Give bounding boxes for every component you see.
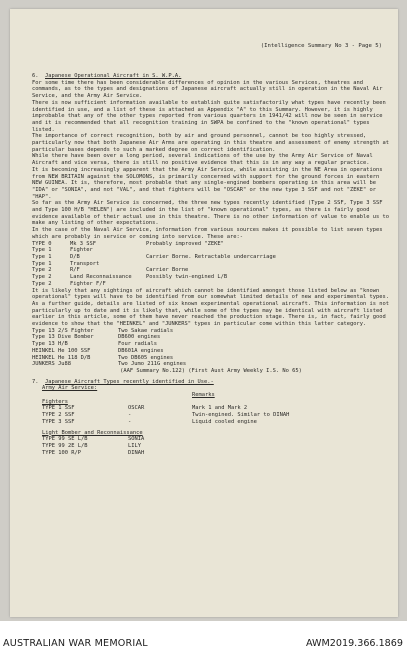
document-body — [32, 39, 393, 617]
list-item: Type 13 Dive Bomber DB600 engines — [32, 334, 161, 341]
section-number: 6. — [32, 73, 39, 79]
list-item: TYPE 3 SSF - Liquid cooled engine — [42, 418, 257, 425]
list-item: Type 13 H/B Four radials — [32, 341, 157, 348]
list-item: TYPE 1 SSF OSCAR Mark 1 and Mark 2 — [42, 405, 248, 412]
section-title: Japanese Operational Aircraft in S. W.P.A. — [45, 73, 182, 79]
list-item: HEINKEL He 100 SSF DB601A engines — [32, 347, 164, 354]
list-item: Type 1 Transport — [32, 260, 100, 267]
paragraph: In the case of the Naval Air Service, information from various sources makes it possible to list seven types which are probably in service or coming into service. These are:- — [32, 227, 386, 240]
list-item: TYPE 99 2E L/B LILY — [42, 442, 141, 449]
section-7-heading — [32, 379, 390, 386]
list-item: Type 2 R/F Carrier Borne — [32, 267, 189, 274]
footer-accession-number: AWM2019.366.1869 — [305, 638, 403, 649]
paragraph: For some time there has been considerable differences of opinion in the various Services, theatres and commands, as to the types and designations of Japanese aircraft actually still in operation in the Naval Air Service, and the Army Air Service. — [32, 79, 386, 100]
experimental-types-list — [32, 328, 390, 368]
list-item: JUNKERS Ju88 Two Jumo 211G engines — [32, 361, 187, 368]
list-item: TYPE 2 SSF - Twin-engined. Similar to DINAH — [42, 412, 290, 419]
naval-types-list — [32, 241, 390, 288]
paragraph: The importance of correct recognition, both by air and ground personnel, cannot be too highly stressed, particularly now that both Japanese Air Arms are operating in this theatre and assessment of enemy strength at particular bases depends to such a marked degree on correct identification. — [32, 133, 393, 153]
list-item: TYPE 99 SE L/B SONIA — [42, 436, 145, 443]
remarks-heading-row — [32, 392, 390, 399]
document-page — [10, 9, 398, 617]
fighters-heading: Fighters — [42, 398, 68, 405]
section-subtitle: Army Air Service: — [42, 385, 98, 392]
footer-institution: AUSTRALIAN WAR MEMORIAL — [3, 638, 148, 649]
archive-footer — [0, 621, 407, 653]
list-item: Type 1 Fighter — [32, 247, 93, 254]
section-6-heading — [32, 73, 390, 80]
section-title: Japanese Aircraft Types recently identified in Use.- — [45, 378, 214, 385]
bombers-heading: Light Bomber and Reconnaissance — [42, 429, 143, 436]
section-number: 7. — [32, 378, 39, 385]
paragraph: While there have been over a long period, several indications of the use by the Army Air Service of Naval Aircraft and vice versa, there is still no positive evidence that this is in any way a regular practice. — [32, 153, 377, 167]
list-item: Type 2 Land Reconnaissance Possibly twin-engined L/B — [32, 274, 228, 281]
list-item: Type 1 D/B Carrier Borne. Retractable undercarriage — [32, 253, 276, 260]
list-item: Type 2 Fighter F/F — [32, 280, 106, 287]
list-item: Type 13 2/S Fighter Two Sakae radials — [32, 327, 174, 334]
paragraph: So far as the Army Air Service is concerned, the three new types recently identified (Type 2 SSF, Type 3 SSF and Type 100 H/B "HELEN") are included in the list of "known operational" types, as there is fairly good evidence available of their actual use in this theatre. There is no other information of value to enable us to make any listing of other expectations. — [32, 200, 393, 227]
source-reference: (AAF Summary No.122) (First Aust Army Weekly I.S. No 65) — [120, 367, 302, 374]
list-item: TYPE 0 Mk 3 SSF Probably improved "ZEKE" — [32, 240, 224, 247]
list-item: TYPE 100 R/P DINAH — [42, 449, 145, 456]
paragraph: It is likely that any sightings of aircraft which cannot be identified amongst those listed below as "known operational" types will have to be identified from our somewhat limited details of new and experimental types. — [32, 287, 389, 301]
fighters-list — [32, 405, 390, 425]
paragraph: It is becoming increasingly apparent that the Army Air Service, while assisting in the NE Area in operations from NEW BRITAIN against the SOLOMONS, is primarily concerned with support for the ground forces in eastern NEW GUINEA. It is, therefore, most probable that any single-engined bombers operating in this area will be "IDA" or "SONIA", and not "VAL", and that fighters will be "OSCAR" or the new type 3 SSF and not "ZEKE" or "HAP". — [32, 166, 386, 200]
page-header: (Intelligence Summary No 3 - Page 5) — [260, 43, 382, 49]
paragraph: As a further guide, details are listed of six known experimental operational aircraft. This information is not particularly up to date and it is likely that, while some of the types may be identical with aircraft listed earlier in this article, some of them have never reached the production stage. There is, in fact, fairly good evidence to show that the "HEINKEL" and "JUNKERS" types in particular come within this latter category. — [32, 300, 393, 328]
list-item: HEINKEL He 118 D/B Two DB605 engines — [32, 354, 174, 361]
bombers-list — [32, 436, 390, 456]
remarks-heading: Remarks — [192, 392, 215, 399]
paragraph: There is now sufficient information available to establish quite satisfactorily what types have recently been identified in use, and a list of these is attached as Appendix "A" to this Summary. However, it is highly improbable that any of the other types reported from various quarters in 1941/42 will now be seen in service and it is recommended that all recognition training in SWPA be confined to the "known operational" types listed. — [32, 99, 390, 133]
